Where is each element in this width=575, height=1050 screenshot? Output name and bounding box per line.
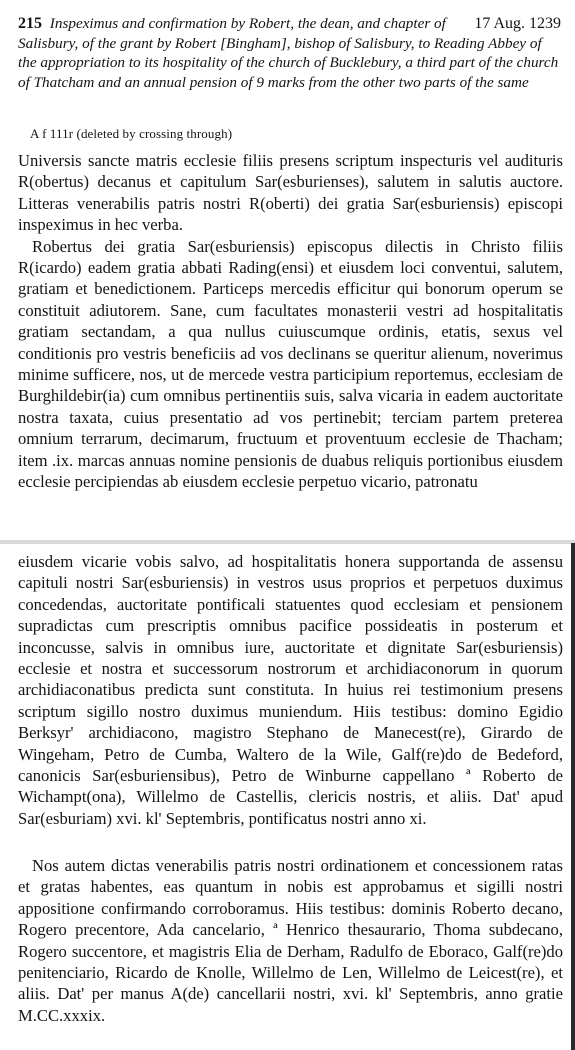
entry-header: [18, 14, 561, 92]
entry-date: 17 Aug. 1239: [474, 15, 561, 32]
entry-title: Inspeximus and confirmation by Robert, the dean, and chapter of Salisbury, of the grant by Robert [Bingham], bishop of Salisbury, to Reading Abbey of the appropriation to its hospitality of the church of Bucklebury, a third part of the church of Thatcham and an annual pension of 9 marks from the other two parts of the same: [18, 15, 559, 91]
paragraph-opening: Universis sancte matris ecclesie filiis presens scriptum inspecturis vel audituris R(obertus) decanus et capitulum Sar(esburienses), salutem in salutis auctore. Litteras venerabilis patris nostri R(oberti) dei gratia Sar(esburiensis) episcopi inspeximus in hec verba.: [18, 151, 563, 235]
paragraph-grant: Robertus dei gratia Sar(esburiensis) episcopus dilectis in Christo filiis R(icardo) eadem gratia abbati Rading(ensi) et eiusdem loci conventui, salutem, gratiam et benedictionem. Particeps mercedis efficitur qui bonorum operum se constituit adiutorem. Sane, cum facultates monasterii vestri ad hospitalitatis gratiam sectandam, a qua nullus cuiuscumque ordinis, etatis, sexus vel conditionis pro vestris beneficiis ad vos declinans se queritur alienum, noverimus minime sufficere, nos, ut de mercede vestra participium reportemus, ecclesiam de Burghildebir(ia) cum omnibus pertinentiis suis, salva vicaria in eadem auctoritate nostra taxata, cuius presentatio ad vos pertinebit; terciam partem preterea omnium terrarum, decimarum, fructuum et proventuum ecclesie de Thacham; item .ix. marcas annuas nomine pensionis de duabus reliquis portionibus eiusdem ecclesie percipiendas ab eiusdem ecclesie perpetuo vicario, patronatu: [18, 236, 563, 492]
paragraph-confirmation: Nos autem dictas venerabilis patris nostri ordinationem et concessionem ratas et gratas habentes, eas quantum in nobis est approbamus et sigilli nostri appositione confirmando corroboramus. Hiis testibus: dominis Roberto decano, Rogero precentore, Ada cancelario, ª Henrico thesaurario, Thoma subdecano, Rogero succentore, et magistris Elia de Derham, Radulfo de Eboraco, Galf(re)do penitenciario, Ricardo de Knolle, Willelmo de Len, Willelmo de Leicest(re), et aliis. Dat' per manus A(de) cancellarii nostri, xvi. kl' Septembris, anno gratie M.CC.xxxix.: [18, 856, 563, 1025]
manuscript-reference: A f 111r (deleted by crossing through): [30, 126, 233, 141]
paragraph-continuation: eiusdem vicarie vobis salvo, ad hospitalitatis honera supportanda de assensu capituli nostri Sar(esburiensis) in vestros usus proprios et perpetuos duximus concedendas, auctoritate pontificali statuentes quod ecclesiam et pensionem supradictas cum prescriptis omnibus pacifice possideatis in posterum et inconcusse, salvis in omnibus iure, auctoritate et dignitate Sar(esburiensis) ecclesie et nostra et successorum nostrorum et archidiaconorum in quorum archidiaconatibus predicta sunt constituta. In huius rei testimonium presens scriptum sigillo nostro duximus muniendum. Hiis testibus: domino Egidio Berksyr' archidiacono, magistro Stephano de Manecest(re), Girardo de Wingeham, Petro de Cumba, Waltero de la Wile, Galf(re)do de Bedeford, canonicis Sar(esburiensibus), Petro de Winburne cappellano ª Roberto de Wichampt(ona), Willelmo de Castellis, clericis nostris, et aliis. Dat' apud Sar(esburiam) xvi. kl' Septembris, pontificatus nostri anno xi.: [18, 552, 563, 828]
text-block-2: [18, 551, 563, 829]
page-edge: [571, 543, 575, 1050]
text-block-3: [18, 855, 563, 1026]
entry-number: 215: [18, 15, 42, 32]
text-block-1: [18, 150, 563, 493]
page-divider: [0, 540, 575, 544]
